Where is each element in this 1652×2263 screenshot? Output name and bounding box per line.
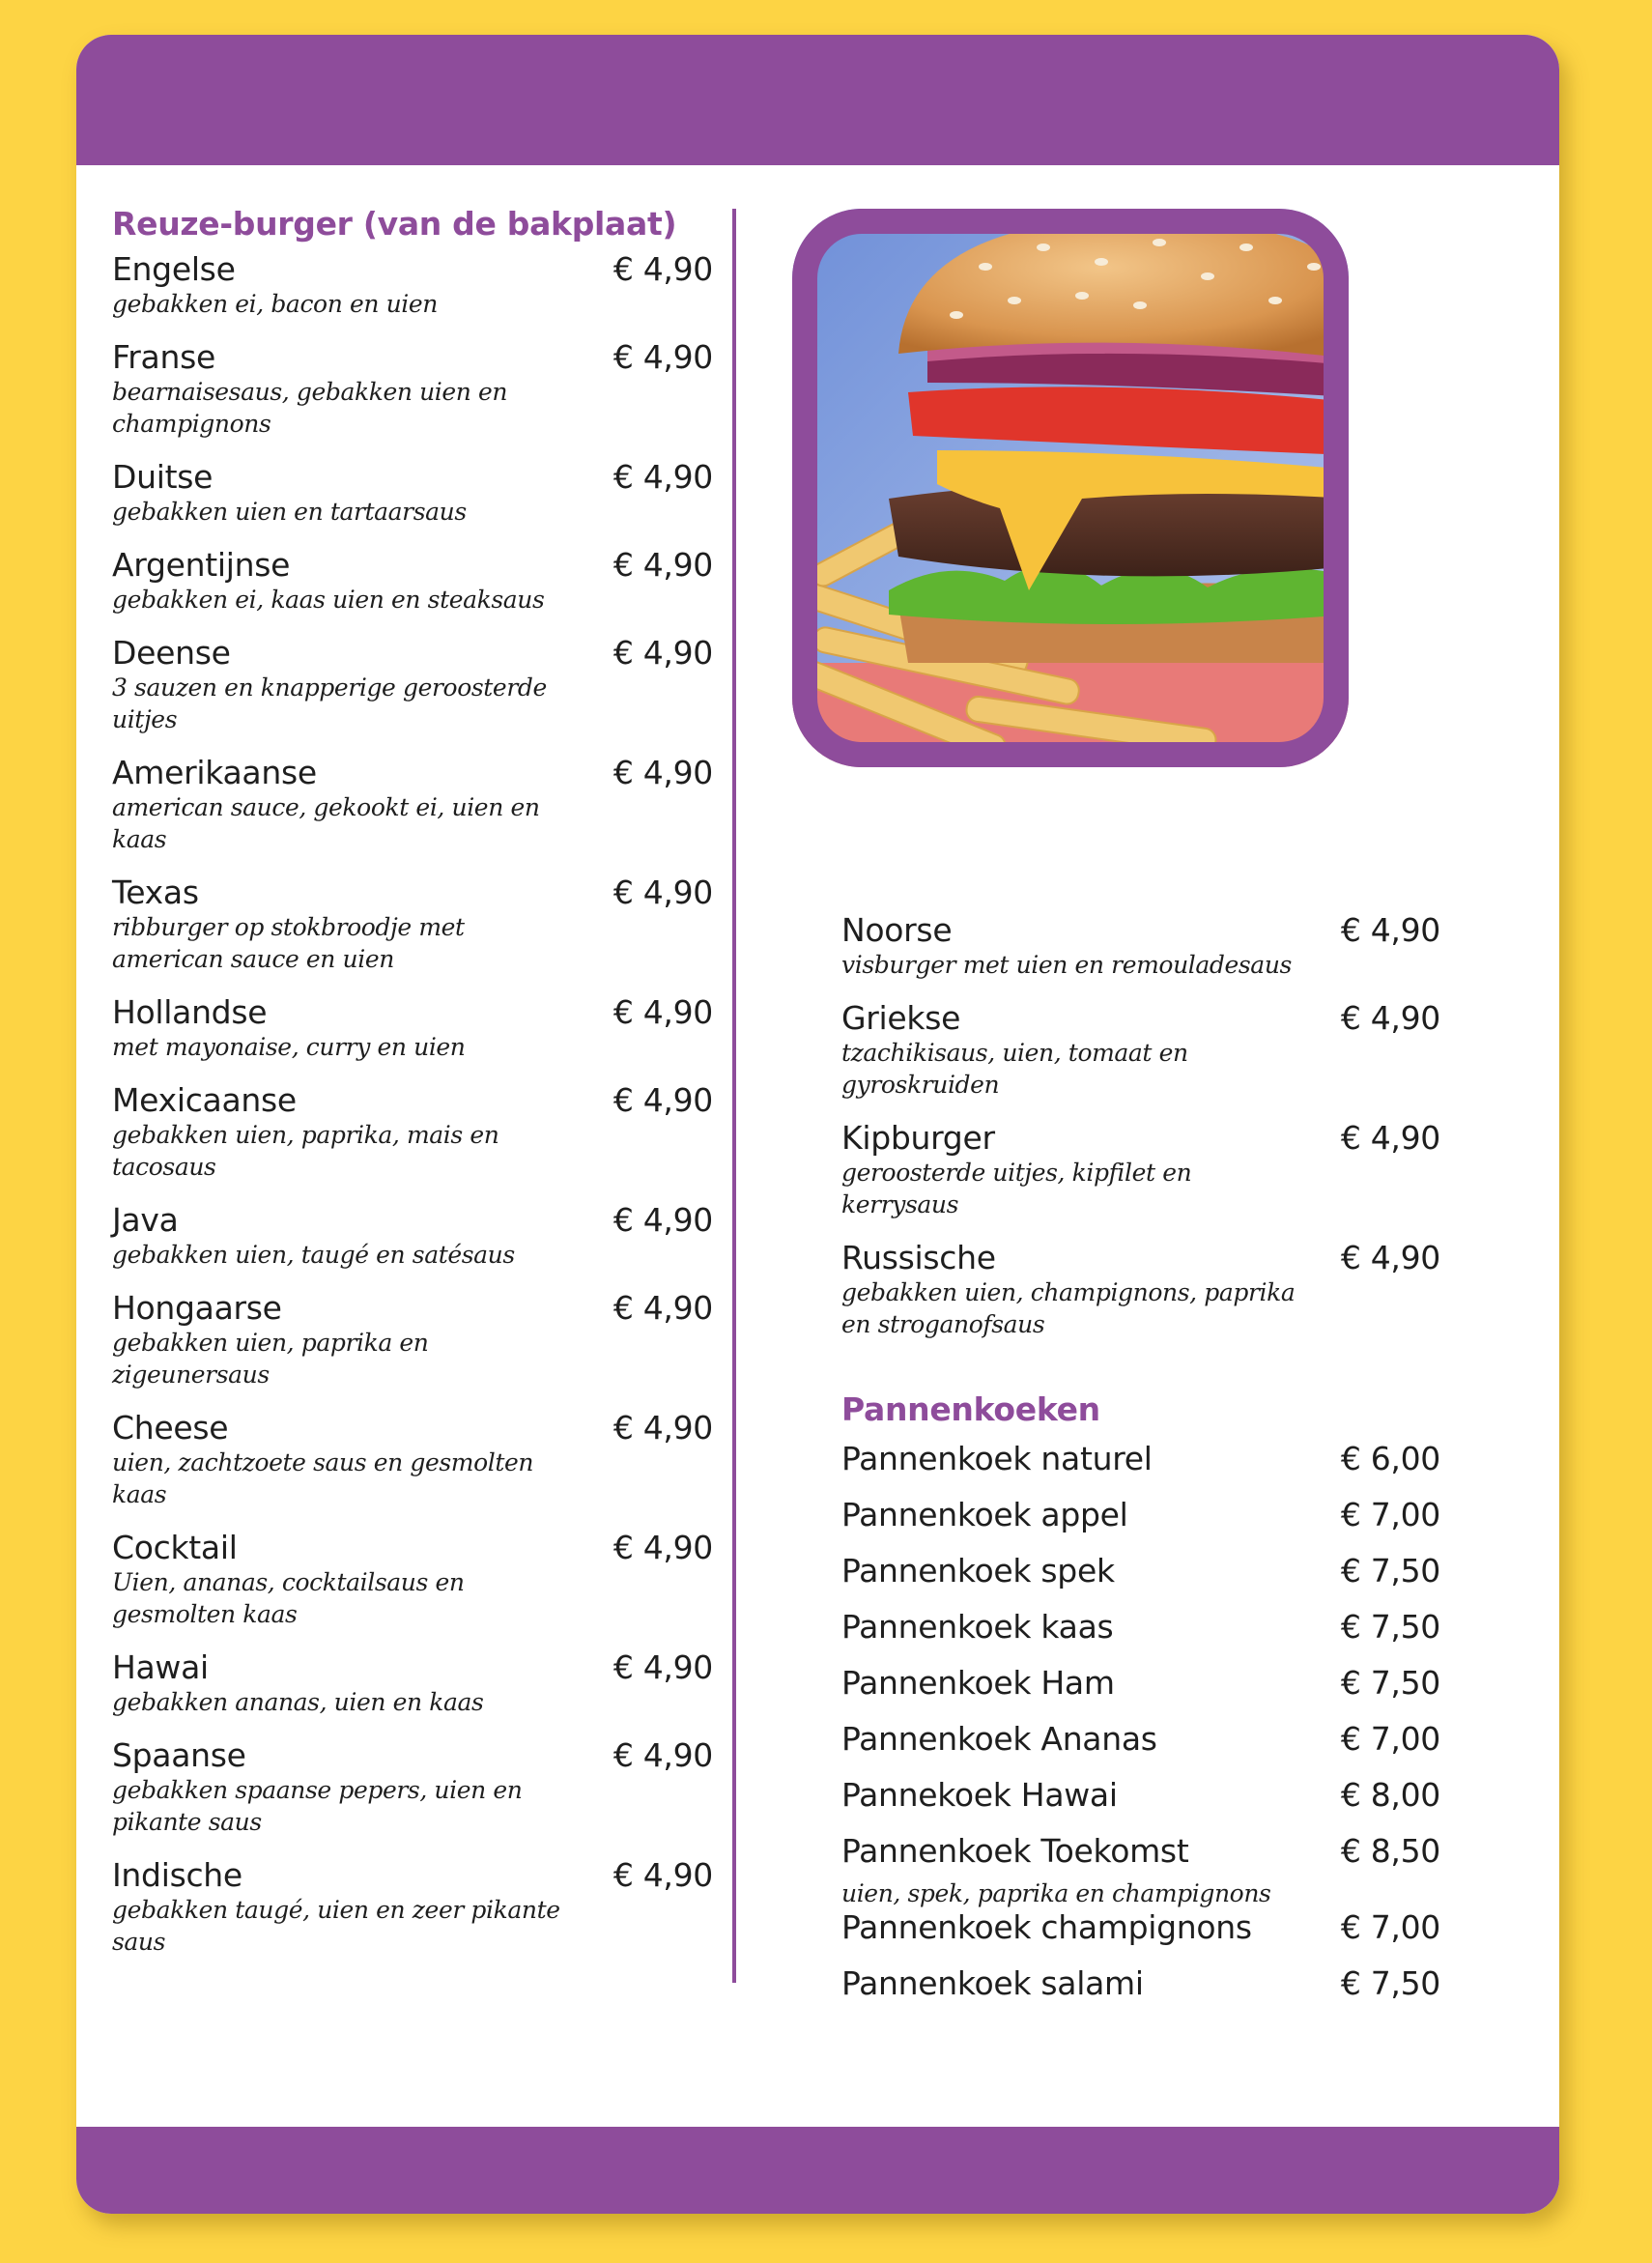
menu-item-name: Pannenkoek Toekomst: [841, 1832, 1189, 1870]
menu-item: [112, 1290, 713, 1390]
menu-item-description: gebakken uien en tartaarsaus: [112, 498, 467, 526]
menu-item-price: € 7,50: [1340, 1664, 1440, 1702]
menu-item: [841, 1833, 1440, 1909]
menu-item: [841, 1909, 1440, 1965]
menu-item-name: Amerikaanse: [112, 754, 317, 791]
menu-item-description: ribburger op stokbroodje met american sauce en uien: [112, 913, 465, 973]
menu-item-price: € 4,90: [612, 1736, 713, 1774]
menu-item: [841, 1497, 1440, 1553]
menu-item-description: uien, spek, paprika en champignons: [841, 1879, 1271, 1907]
menu-item: [112, 251, 713, 320]
menu-item-price: € 4,90: [612, 1201, 713, 1239]
menu-item-name: Argentijnse: [112, 546, 291, 584]
menu-item-description: tzachikisaus, uien, tomaat en gyroskruiden: [841, 1039, 1188, 1099]
menu-item-description: met mayonaise, curry en uien: [112, 1033, 466, 1061]
menu-item-description: gebakken uien, paprika en zigeunersaus: [112, 1329, 429, 1389]
menu-item: [841, 1000, 1440, 1101]
menu-item-description: bearnaisesaus, gebakken uien en champignons: [112, 378, 508, 438]
menu-item-name: Indische: [112, 1856, 242, 1894]
menu-item-name: Griekse: [841, 999, 961, 1037]
menu-item-description: gebakken ei, bacon en uien: [112, 290, 438, 318]
menu-item-description: gebakken ananas, uien en kaas: [112, 1688, 484, 1716]
menu-item-description: gebakken uien, paprika, mais en tacosaus: [112, 1121, 499, 1181]
menu-item: [841, 1609, 1440, 1665]
menu-item-name: Noorse: [841, 911, 953, 949]
menu-item-description: american sauce, gekookt ei, uien en kaas: [112, 793, 540, 853]
menu-item-price: € 6,00: [1340, 1440, 1440, 1477]
menu-item-price: € 8,50: [1340, 1832, 1440, 1870]
menu-item-name: Pannekoek Hawai: [841, 1776, 1118, 1814]
menu-item: [112, 339, 713, 440]
menu-item-description: 3 sauzen en knapperige geroosterde uitjes: [112, 673, 547, 733]
menu-item: [112, 755, 713, 855]
menu-item: [112, 1410, 713, 1510]
menu-item: [112, 874, 713, 975]
menu-item-name: Texas: [112, 874, 199, 911]
menu-item-name: Pannenkoek Ham: [841, 1664, 1115, 1702]
menu-item-price: € 4,90: [1340, 1239, 1440, 1276]
menu-item: [112, 1202, 713, 1271]
menu-item-name: Duitse: [112, 458, 214, 496]
menu-item: [841, 1665, 1440, 1721]
menu-item-price: € 4,90: [612, 338, 713, 376]
menu-item-description: Uien, ananas, cocktailsaus en gesmolten kaas: [112, 1568, 465, 1628]
burger-list-continued: [841, 912, 1440, 1340]
footer-band: [76, 2127, 1559, 2214]
menu-item: [841, 912, 1440, 981]
menu-item: [112, 547, 713, 616]
menu-item-description: uien, zachtzoete saus en gesmolten kaas: [112, 1448, 534, 1508]
menu-item-name: Mexicaanse: [112, 1081, 297, 1119]
menu-item-price: € 4,90: [612, 1289, 713, 1327]
menu-item-name: Java: [112, 1201, 179, 1239]
menu-item-price: € 7,50: [1340, 1964, 1440, 2002]
menu-item-price: € 7,00: [1340, 1496, 1440, 1533]
menu-item: [112, 459, 713, 528]
menu-item-price: € 4,90: [612, 1081, 713, 1119]
menu-item-price: € 4,90: [612, 754, 713, 791]
menu-item-price: € 4,90: [612, 1648, 713, 1686]
menu-item: [112, 1649, 713, 1718]
menu-item-price: € 7,00: [1340, 1908, 1440, 1946]
pancake-section-title: Pannenkoeken: [841, 1390, 1100, 1428]
menu-item-price: € 7,50: [1340, 1608, 1440, 1646]
menu-item-name: Pannenkoek spek: [841, 1552, 1115, 1590]
menu-item-name: Pannenkoek champignons: [841, 1908, 1252, 1946]
menu-item-name: Franse: [112, 338, 215, 376]
menu-item-name: Pannenkoek naturel: [841, 1440, 1153, 1477]
menu-item-name: Kipburger: [841, 1119, 995, 1157]
burger-list: [112, 251, 713, 1958]
menu-item-description: gebakken taugé, uien en zeer pikante saus: [112, 1896, 560, 1956]
menu-item-price: € 4,90: [1340, 911, 1440, 949]
burger-photo-frame: [792, 209, 1349, 767]
menu-item-name: Cheese: [112, 1409, 229, 1447]
menu-item-price: € 4,90: [612, 458, 713, 496]
menu-item: [112, 1530, 713, 1630]
menu-item-name: Pannenkoek appel: [841, 1496, 1128, 1533]
menu-item-price: € 8,00: [1340, 1776, 1440, 1814]
menu-item-price: € 4,90: [612, 993, 713, 1031]
menu-item: [112, 1857, 713, 1958]
menu-item: [841, 1240, 1440, 1340]
menu-item-description: gebakken uien, taugé en satésaus: [112, 1241, 515, 1269]
menu-item-name: Russische: [841, 1239, 996, 1276]
menu-item-name: Pannenkoek kaas: [841, 1608, 1114, 1646]
burger-column: [112, 203, 713, 1977]
menu-item-name: Hongaarse: [112, 1289, 282, 1327]
menu-item: [841, 1777, 1440, 1833]
menu-item-price: € 4,90: [1340, 999, 1440, 1037]
menu-item-price: € 4,90: [612, 1856, 713, 1894]
menu-item: [841, 1441, 1440, 1497]
menu-item-name: Deense: [112, 634, 231, 672]
menu-item-name: Engelse: [112, 250, 236, 288]
menu-item-name: Hawai: [112, 1648, 209, 1686]
menu-item-description: gebakken spaanse pepers, uien en pikante saus: [112, 1776, 523, 1836]
menu-item-description: gebakken ei, kaas uien en steaksaus: [112, 586, 545, 614]
pancake-list: [841, 1441, 1440, 2021]
menu-item-price: € 7,00: [1340, 1720, 1440, 1758]
right-column: [841, 912, 1440, 2021]
menu-item: [112, 1082, 713, 1183]
menu-item-name: Pannenkoek Ananas: [841, 1720, 1157, 1758]
menu-item-price: € 4,90: [1340, 1119, 1440, 1157]
menu-item: [841, 1721, 1440, 1777]
menu-item: [112, 1737, 713, 1838]
menu-item-price: € 4,90: [612, 874, 713, 911]
menu-item-name: Spaanse: [112, 1736, 246, 1774]
menu-item: [841, 1120, 1440, 1220]
header-band: [76, 35, 1559, 165]
menu-item-price: € 7,50: [1340, 1552, 1440, 1590]
menu-item-price: € 4,90: [612, 1529, 713, 1566]
menu-item-name: Hollandse: [112, 993, 268, 1031]
menu-item: [112, 994, 713, 1063]
menu-item-description: visburger met uien en remouladesaus: [841, 951, 1292, 979]
menu-item-price: € 4,90: [612, 634, 713, 672]
menu-item-description: gebakken uien, champignons, paprika en stroganofsaus: [841, 1278, 1296, 1338]
menu-item-description: geroosterde uitjes, kipfilet en kerrysaus: [841, 1159, 1192, 1218]
menu-item-price: € 4,90: [612, 1409, 713, 1447]
menu-item: [841, 1553, 1440, 1609]
burger-section-title: Reuze-burger (van de bakplaat): [112, 205, 677, 243]
menu-item-price: € 4,90: [612, 546, 713, 584]
menu-item-name: Pannenkoek salami: [841, 1964, 1144, 2002]
menu-item: [112, 635, 713, 735]
menu-item: [841, 1965, 1440, 2021]
column-divider: [732, 209, 736, 1983]
menu-item-name: Cocktail: [112, 1529, 238, 1566]
menu-item-price: € 4,90: [612, 250, 713, 288]
